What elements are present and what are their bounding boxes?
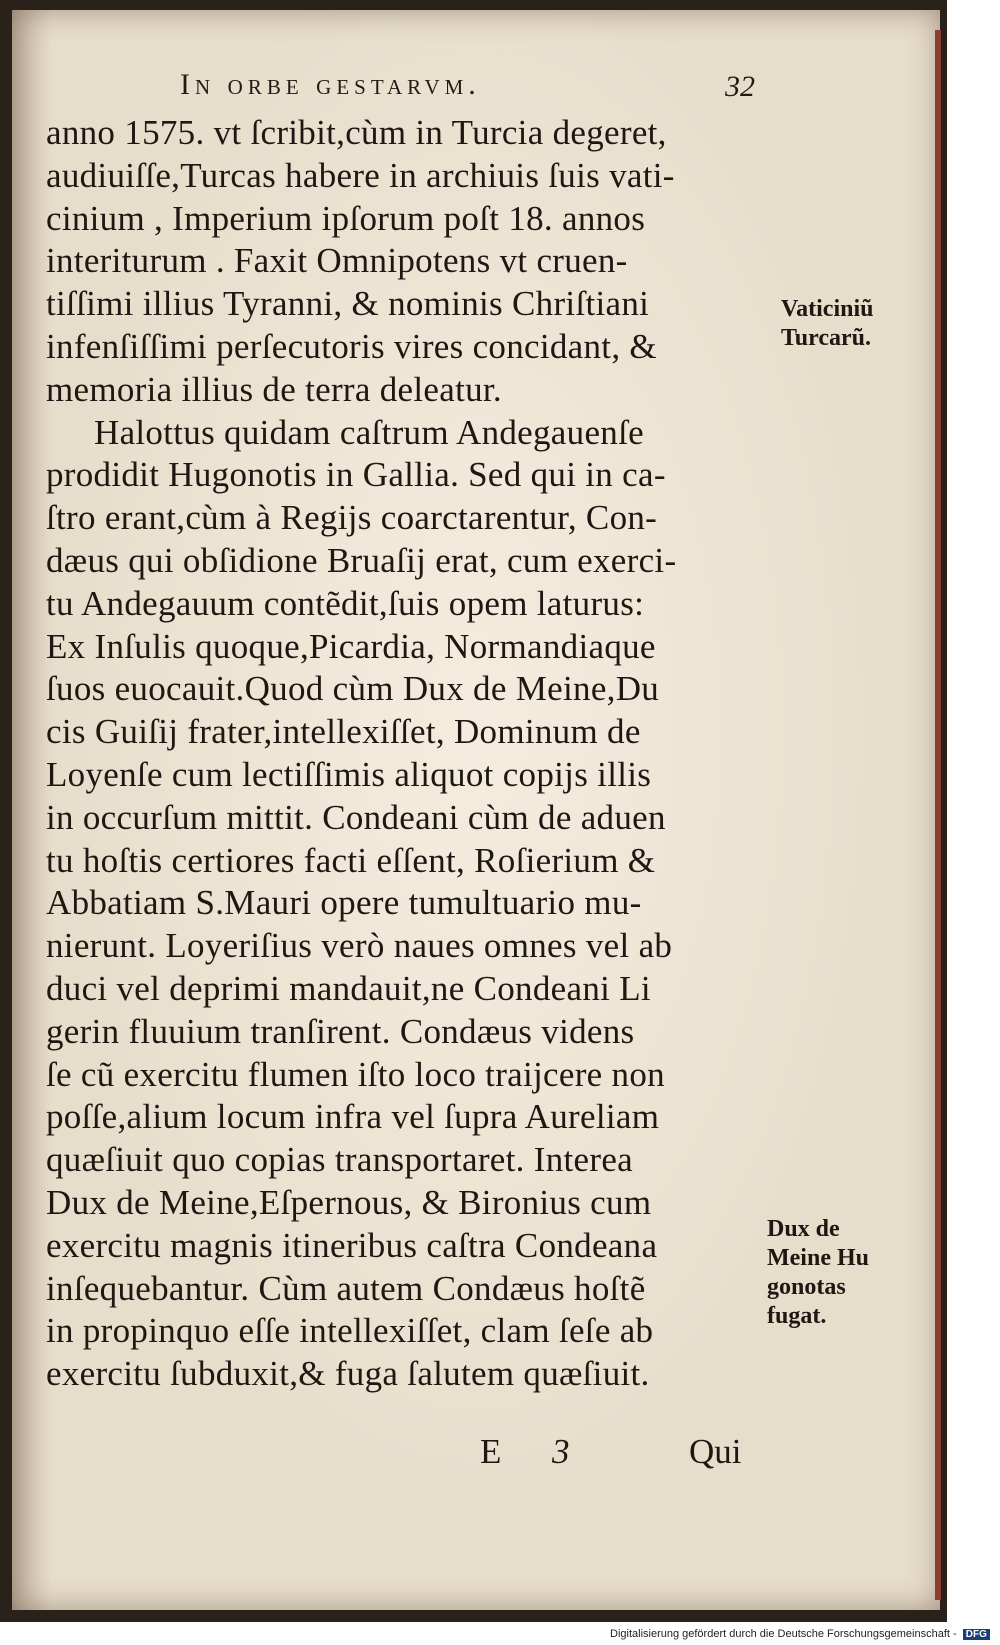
margin-note-vaticinium — [781, 295, 873, 353]
text-line: cis Guiſij frater,intellexiſſet, Dominum de — [46, 712, 641, 752]
text-line: prodidit Hugonotis in Gallia. Sed qui in ca- — [46, 455, 666, 495]
text-line: Ex Inſulis quoque,Picardia, Normandiaque — [46, 626, 656, 666]
text-line: ſtro erant,cùm à Regijs coarctarentur, Con- — [46, 498, 658, 538]
running-head: In orbe gestarvm. — [180, 68, 481, 101]
text-line: gerin fluuium tranſirent. Condæus videns — [46, 1011, 635, 1051]
text-line: ſe cũ exercitu flumen iſto loco traijcere non — [46, 1054, 665, 1094]
text-line: exercitu magnis itineribus caſtra Condeana — [46, 1225, 658, 1265]
text-line: audiuiſſe,Turcas habere in archiuis ſuis vati- — [46, 155, 675, 195]
margin-note-dux-de-meine — [767, 1215, 869, 1331]
margin-note-line: gonotas — [767, 1274, 846, 1300]
margin-note-line: Turcarũ. — [781, 325, 872, 351]
text-line: poſſe,alium locum infra vel ſupra Aureliam — [46, 1097, 660, 1137]
text-line: ſuos euocauit.Quod cùm Dux de Meine,Du — [46, 669, 660, 709]
text-line: anno 1575. vt ſcribit,cùm in Turcia degeret, — [46, 113, 667, 152]
text-line: Abbatiam S.Mauri opere tumultuario mu- — [46, 883, 642, 923]
text-line: duci vel deprimi mandauit,ne Condeani Li — [46, 968, 651, 1008]
page-number: 32 — [725, 70, 755, 103]
credit-text: Digitalisierung gefördert durch die Deutsche Forschungsgemeinschaft - — [610, 1628, 957, 1640]
text-line: exercitu ſubduxit,& fuga ſalutem quæſiuit. — [46, 1354, 650, 1394]
body-text — [46, 112, 766, 1396]
text-line: tu hoſtis certiores facti eſſent, Roſierium & — [46, 840, 656, 880]
text-line: Loyenſe cum lectiſſimis aliquot copijs illis — [46, 754, 652, 794]
text-line: memoria illius de terra deleatur. — [46, 369, 502, 409]
catchword: Qui — [689, 1432, 742, 1471]
margin-note-line: Vaticiniũ — [781, 296, 874, 322]
text-line: tu Andegauum contẽdit,ſuis opem laturus: — [46, 583, 645, 623]
text-line: cinium , Imperium ipſorum poſt 18. annos — [46, 198, 646, 238]
text-line: quæſiuit quo copias transportaret. Interea — [46, 1140, 634, 1180]
signature-mark: E — [480, 1432, 502, 1471]
text-line: interiturum . Faxit Omnipotens vt cruen- — [46, 241, 628, 281]
text-line: Halottus quidam caſtrum Andegauenſe — [94, 412, 644, 452]
dfg-logo: DFG — [963, 1629, 990, 1640]
text-line: in occurſum mittit. Condeani cùm de aduen — [46, 797, 666, 837]
text-line: dæus qui obſidione Bruaſij erat, cum exerci- — [46, 540, 677, 580]
page-edge — [935, 30, 941, 1600]
text-line: in propinquo eſſe intellexiſſet, clam ſeſe ab — [46, 1311, 654, 1351]
signature-number: 3 — [552, 1432, 570, 1471]
text-line: infenſiſſimi perſecutoris vires concidant, & — [46, 326, 657, 366]
margin-note-line: Dux de — [767, 1216, 840, 1242]
text-line: Dux de Meine,Eſpernous, & Bironius cum — [46, 1182, 652, 1222]
text-line: tiſſimi illius Tyranni, & nominis Chriſtiani — [46, 284, 650, 324]
margin-note-line: Meine Hu — [767, 1245, 869, 1271]
digitization-credit — [610, 1628, 990, 1640]
text-line: nierunt. Loyeriſius verò naues omnes vel ab — [46, 926, 673, 966]
text-line: inſequebantur. Cùm autem Condæus hoſtẽ — [46, 1268, 646, 1308]
margin-note-line: fugat. — [767, 1303, 827, 1329]
